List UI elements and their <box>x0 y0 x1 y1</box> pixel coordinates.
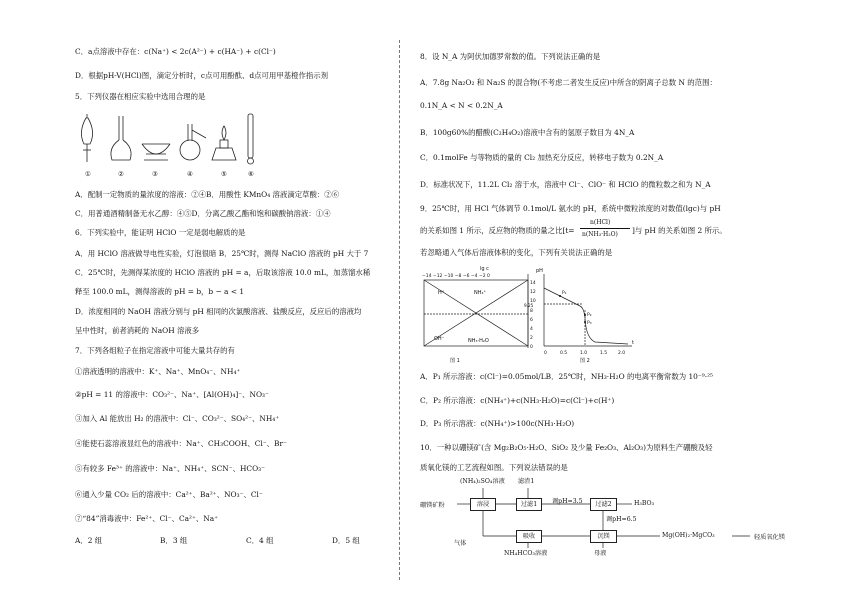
ph-tick-8: 8 <box>530 309 533 314</box>
q7-stem: 7．下列各组粒子在指定溶液中可能大量共存的有 <box>75 346 235 355</box>
volumetric-flask-icon <box>111 116 131 160</box>
q9-stem-line2a: 的关系如图 1 所示，反应物的物质的量之比[t= <box>420 226 575 235</box>
flow-top-label: (NH₄)₂SO₄溶液 <box>460 478 505 485</box>
q7-item-7: ⑦“84”消毒液中：Fe²⁺、Cl⁻、Ca²⁺、Na⁺ <box>75 514 219 523</box>
flow-ore: 硼镁矿粉 <box>420 502 445 509</box>
q7-option-c: C．4 组 <box>246 536 274 545</box>
q5-apparatus-figure <box>72 110 272 180</box>
q9-stem-line2b: ]与 pH 的关系如图 2 所示。 <box>632 226 727 235</box>
q9-fraction-bar <box>580 228 630 229</box>
fig2-point-p1 <box>559 295 561 297</box>
q9-figures <box>420 262 640 370</box>
flow-residue: 滤渣1 <box>518 478 535 485</box>
fig1-species-nh4: NH₄⁺ <box>474 290 487 296</box>
q8-stem: 8．设 N_A 为阿伏加德罗常数的值。下列说法正确的是 <box>420 52 601 61</box>
q9-options-ab: A．P₁ 所示溶液：c(Cl⁻)=0.05mol/LB．25℃时，NH₃·H₂O 的电离平衡常数为 10⁻⁹·²⁵ <box>420 372 713 381</box>
flow-step-filter2: 过滤2 <box>590 498 617 511</box>
flow-nh4hco3: NH₄HCO₃溶液 <box>504 550 548 557</box>
q6-option-c-line1: C．25℃时，先测得某浓度的 HClO 溶液的 pH = a，后取该溶液 10.0 mL，加蒸馏水稀 <box>75 268 371 277</box>
flow-product-mgo: 轻质氧化镁 <box>754 534 785 541</box>
flow-product-mgco3: Mg(OH)₂·MgCO₃ <box>662 532 715 539</box>
alcohol-lamp-icon <box>212 126 236 160</box>
fig1-species-oh: OH⁻ <box>434 336 445 342</box>
q9-fraction-numerator: n(HCl) <box>590 219 611 226</box>
fig2-xtick-10: 1.0 <box>580 351 588 356</box>
flow-gas: 气体 <box>454 540 467 547</box>
q5-options-cd: C．用普通酒精制备无水乙醇：④⑤D．分离乙酸乙酯和饱和碳酸钠溶液：①④ <box>75 209 331 218</box>
apparatus-label-1: ① <box>85 170 91 178</box>
ph-tick-4: 4 <box>530 327 533 332</box>
flow-product-h3bo3: H₃BO₃ <box>634 500 655 507</box>
fig2-xtick-0: 0 <box>544 351 547 356</box>
q7-option-d: D．5 组 <box>332 536 360 545</box>
q4-option-c: C．a点溶液中存在：c(Na⁺) < 2c(A²⁻) + c(HA⁻) + c(Cl⁻) <box>75 47 276 56</box>
ph-tick-14: 14 <box>530 281 536 286</box>
apparatus-label-3: ③ <box>152 170 158 178</box>
apparatus-label-2: ② <box>118 170 124 178</box>
q7-option-a: A．2 组 <box>75 536 103 545</box>
q8-option-d: D．标准状况下，11.2L Cl₂ 溶于水，溶液中 Cl⁻、ClO⁻ 和 HClO 的微粒数之和为 N_A <box>420 180 711 189</box>
q5-options-ab: A．配制一定物质的量浓度的溶液：②④B．用酸性 KMnO₄ 溶液滴定草酸：②⑥ <box>75 190 340 199</box>
q6-options-ab: A．用 HClO 溶液做导电性实验，灯泡很暗 B．25℃时，测得 NaClO 溶液的 pH 大于 7 <box>75 249 369 258</box>
fig2-label-p2: P₂ <box>587 313 592 318</box>
fig2-label-p3: P₃ <box>587 321 592 326</box>
q9-fraction-denominator: n(NH₃·H₂O) <box>582 231 618 238</box>
apparatus-label-5: ⑤ <box>221 170 227 178</box>
flow-step-absorb: 吸收 <box>516 530 542 543</box>
q8-option-a-line2: 0.1N_A < N < 0.2N_A <box>420 101 503 110</box>
q6-option-d-line2: 呈中性时，前者消耗的 NaOH 溶液多 <box>75 326 200 335</box>
fig1-lgc-axis-label: lg c <box>480 266 489 272</box>
q8-option-c: C．0.1molFe 与等物质的量的 Cl₂ 加热充分反应，转移电子数为 0.2N_A <box>420 153 664 162</box>
q7-item-6: ⑥通入少量 CO₂ 后的溶液中：Ca²⁺、Ba²⁺、NO₃⁻、Cl⁻ <box>75 490 263 499</box>
thermometer-icon <box>248 114 254 164</box>
q7-item-2: ②pH = 11 的溶液中：CO₃²⁻、Na⁺、[Al(OH)₄]⁻、NO₃⁻ <box>75 390 269 399</box>
fig2-caption: 图 2 <box>580 358 590 364</box>
q6-stem: 6．下列实验中，能证明 HClO 一定是弱电解质的是 <box>75 228 246 237</box>
flow-step-leaching: 溶浸 <box>470 498 496 511</box>
fig1-lgc-ticks: −14 −12 −10 −8 −6 −4 −2 0 <box>422 274 490 279</box>
ph-mark-925: 9.25 <box>524 303 534 308</box>
q9-option-c: C．P₂ 所示溶液：c(NH₄⁺)+c(NH₃·H₂O)=c(Cl⁻)+c(H⁺) <box>420 396 615 405</box>
fig1-caption: 图 1 <box>450 358 460 364</box>
apparatus-label-6: ⑥ <box>248 170 254 178</box>
q7-item-3: ③加入 Al 能放出 H₂ 的溶液中：Cl⁻、CO₃²⁻、SO₄²⁻、NH₄⁺ <box>75 414 280 423</box>
q7-item-5: ⑤有较多 Fe³⁺ 的溶液中：Na⁺、NH₄⁺、SCN⁻、HCO₃⁻ <box>75 464 266 473</box>
q9-option-d: D．P₃ 所示溶液：c(NH₄⁺)>100c(NH₃·H₂O) <box>420 419 575 428</box>
ph-tick-2: 2 <box>530 336 533 341</box>
flow-step-precipitate-mg: 沉镁 <box>590 530 617 543</box>
q5-stem: 5．下列仪器在相应实验中选用合理的是 <box>75 92 206 101</box>
flow-mother-liquor: 母液 <box>594 550 607 557</box>
q6-option-d-line1: D．浓度相同的 NaOH 溶液分别与 pH 相同的次氯酸溶液、盐酸反应，反应后的溶液均 <box>75 307 362 316</box>
fig1-species-nh3h2o: NH₃·H₂O <box>468 338 489 344</box>
evaporating-dish-icon <box>142 144 170 160</box>
q10-stem-line1: 10．一种以硼镁矿(含 Mg₂B₂O₅·H₂O、SiO₂ 及少量 Fe₂O₃、Al₂O₃)为原料生产硼酸及轻 <box>420 443 713 452</box>
fig2-t-axis-label: t <box>632 340 634 346</box>
fig1-species-h: H⁺ <box>438 290 445 296</box>
fig2-chart <box>544 274 632 346</box>
fig2-xtick-15: 1.5 <box>600 351 608 356</box>
fig2-label-p1: P₁ <box>562 291 567 296</box>
flow-ph-35: 调pH=3.5 <box>552 498 583 505</box>
q6-option-c-line2: 释至 100.0 mL，测得溶液的 pH = b，b − a < 1 <box>75 287 245 296</box>
flow-step-filter1: 过滤1 <box>516 498 542 511</box>
fig2-xtick-20: 2.0 <box>618 351 626 356</box>
ph-tick-6: 6 <box>530 318 533 323</box>
q8-option-a-line1: A．7.8g Na₂O₂ 和 Na₂S 的混合物(不考虑二者发生反应)中所含的阴离子总数 N 的范围： <box>420 78 717 87</box>
separatory-funnel-icon <box>81 114 92 162</box>
column-divider <box>399 40 400 580</box>
q7-option-b: B．3 组 <box>160 536 188 545</box>
q7-item-4: ④能使石蕊溶液显红色的溶液中：Na⁺、CH₃COOH、Cl⁻、Br⁻ <box>75 439 287 448</box>
q10-stem-line2: 质氧化镁的工艺流程如图。下列说法错误的是 <box>420 463 568 472</box>
q10-flowchart <box>420 476 820 556</box>
flow-ph-65: 调pH=6.5 <box>606 516 637 523</box>
q7-item-1: ①溶液透明的溶液中：K⁺、Na⁺、MnO₄⁻、NH₄⁺ <box>75 367 241 376</box>
q8-option-b: B．100g60%的醋酸(C₂H₄O₂)溶液中含有的氢原子数目为 4N_A <box>420 128 635 137</box>
fig2-xtick-05: 0.5 <box>560 351 568 356</box>
q9-stem-line1: 9．25℃时，用 HCl 气体调节 0.1mol/L 氨水的 pH，系统中微粒浓度的对数值(lgc)与 pH <box>420 204 721 213</box>
ph-tick-12: 12 <box>530 290 536 295</box>
q4-option-d: D．根据pH-V(HCl)图，滴定分析时，c点可用酚酞、d点可用甲基橙作指示剂 <box>75 71 329 80</box>
fig2-point-p2 <box>584 314 586 316</box>
fig2-point-p3 <box>584 321 586 323</box>
fig2-ph-axis-label: pH <box>536 268 543 274</box>
apparatus-label-4: ④ <box>187 170 193 178</box>
ph-tick-10: 10 <box>530 299 536 304</box>
q9-stem-line3: 若忽略通入气体后溶液体积的变化，下列有关说法正确的是 <box>420 248 613 257</box>
distillation-flask-icon <box>180 124 206 160</box>
ph-tick-0: 0 <box>530 345 533 350</box>
